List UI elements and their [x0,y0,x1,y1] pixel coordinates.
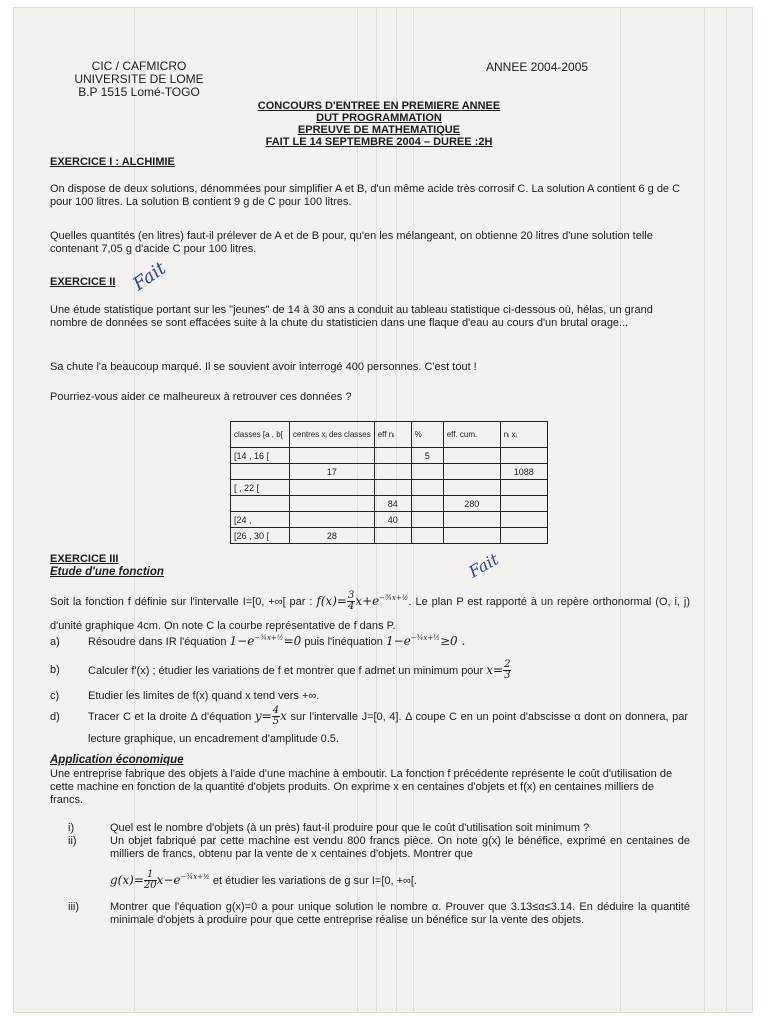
table-cell [374,528,411,544]
table-cell: [24 , [231,512,290,528]
table-cell: 17 [290,464,375,480]
table-cell [500,528,547,544]
item-ii-text-b: et étudier les variations de g sur I=[0, +∞[. [212,875,417,887]
exercise-2-paragraph-1: Une étude statistique portant sur les "jeunes" de 14 à 30 ans a conduit au tableau statistique ci-dessous où, hélas, un grand nombre de données se sont effacées suite à la chute du statisticien dans une flaque d'eau au cours d'un brutal orage... [50,304,653,329]
function-definition: f(x)= $\frac{3}{4}$ $x+e^{-\frac{3}{4}x+\frac{1}{2}}$ [316,590,409,612]
item-b-text-content: Calculer f'(x) ; étudier les variations de f et montrer que f admet un minimum pour [88,665,484,677]
item-ii-text: Un objet fabriqué par cette machine est vendu 800 francs pièce. On note g(x) le bénéfice, exprimé en centaines de milliers de francs, obtenu par la vente de x centaines d'objets. Montrer que [110,835,690,860]
item-iii-label: iii) [68,901,79,913]
table-cell: 28 [290,528,375,544]
exercise-1-paragraph-1: On dispose de deux solutions, dénommées pour simplifier A et B, d'un même acide très corrosif C. La solution A contient 6 g de C pour 100 litres. La solution B contient 9 g de C pour 100 litres. [50,183,681,208]
item-ii-formula-line [110,870,690,891]
item-i-text: Quel est le nombre d'objets (à un près) faut-il produire pour que le coût d'utilisation soit minimum ? [110,822,590,834]
table-cell: 1088 [500,464,547,480]
table-cell [411,464,443,480]
table-row [231,496,548,512]
intro-text-a: Soit la fonction f définie sur l'intervalle I=[0, +∞[ par : [50,596,313,608]
institution-block [54,60,224,99]
table-cell: [ , 22 [ [231,480,290,496]
title-line-2: DUT PROGRAMMATION [316,112,442,124]
table-header-row [231,422,548,448]
item-a-text-b: puis l'inéquation [304,636,383,648]
table-cell [443,448,500,464]
header-cell: classes [a , b[ [231,422,290,448]
table-cell [374,480,411,496]
application-intro: Une entreprise fabrique des objets à l'aide d'une machine à emboutir. La fonction f précédente représente le coût d'utilisation de cette machine en fonction de la quantité d'objets produits. On exprime x en centaines d'objets et f(x) en centaines milliers de francs. [50,768,673,806]
table-cell: 280 [443,496,500,512]
header-cell: % [411,422,443,448]
exercise-3-intro [50,586,690,638]
exercise-1-paragraph-2: Quelles quantités (en litres) faut-il prélever de A et de B pour, qu'en les mélangeant, on obtienne 20 litres d'une solution telle contenant 7,05 g d'acide C pour 100 litres. [50,230,653,255]
exercise-2-paragraph-2: Sa chute l'a beaucoup marqué. Il se souvient avoir interrogé 400 personnes. C'est tout ! [50,361,477,373]
table-row [231,464,548,480]
table-cell [443,512,500,528]
table-row [231,528,548,544]
item-c-text: Etudier les limites de f(x) quand x tend vers +∞. [88,690,320,702]
item-a-text-a: Résoudre dans IR l'équation [88,636,227,648]
table-cell [500,480,547,496]
exam-sheet [14,8,752,1012]
line-equation: y= $\frac{4}{5}$ x [254,705,287,727]
org-line-2: UNIVERSITE DE LOME [74,72,204,86]
item-c-label: c) [50,690,60,702]
exercise-3-title: EXERCICE III [50,553,119,565]
item-d-text [88,705,688,750]
item-b-label: b) [50,664,60,676]
table-row [231,480,548,496]
header-cell: eff. cum. [443,422,500,448]
application-title: Application économique [50,754,184,766]
table-cell [500,512,547,528]
table-cell [290,448,375,464]
item-ii-label: ii) [68,835,77,847]
exercise-3-subtitle: Etude d'une fonction [50,566,164,578]
header-cell: centres xᵢ des classes [290,422,375,448]
item-b-text [88,660,688,681]
table-cell [411,480,443,496]
title-line-1: CONCOURS D'ENTREE EN PREMIERE ANNEE [257,100,501,112]
handwritten-note-2: Fait [465,549,502,582]
header-cell: eff nᵢ [374,422,411,448]
table-cell [231,464,290,480]
exercise-2-title: EXERCICE II [50,276,116,288]
table-cell [290,512,375,528]
table-cell [411,528,443,544]
table-cell [374,448,411,464]
statistics-table [230,421,548,544]
item-a-label: a) [50,636,60,648]
table-cell [500,496,547,512]
table-cell [231,496,290,512]
item-a-text [88,632,688,649]
table-cell [443,480,500,496]
table-cell: 5 [411,448,443,464]
table-cell [411,512,443,528]
table-cell [290,480,375,496]
exercise-1-title: EXERCICE I : ALCHIMIE [50,156,175,168]
school-year: ANNEE 2004-2005 [486,60,589,74]
title-line-4: FAIT LE 14 SEPTEMBRE 2004 – DUREE :2H [265,136,493,148]
table-cell [500,448,547,464]
header-cell: nᵢ xᵢ [500,422,547,448]
table-cell [290,496,375,512]
intro-text-b: . Le plan P est rapporté à un repère orthonormal (O, i, j) d'unité graphique 4cm. On note C la courbe représentative de f dans P. [50,596,690,632]
item-d-label: d) [50,711,60,723]
table-cell: 40 [374,512,411,528]
table-row [231,512,548,528]
exercise-2-paragraph-3: Pourriez-vous aider ce malheureux à retrouver ces données ? [50,391,352,403]
equation-a: $1-e^{-\frac{3}{4}x+\frac{1}{2}}=0$ [229,634,302,648]
item-d-text-a: Tracer C et la droite Δ d'équation [88,711,252,723]
table-row [231,448,548,464]
table-cell [443,528,500,544]
table-cell [411,496,443,512]
table-cell: 84 [374,496,411,512]
item-iii-text: Montrer que l'équation g(x)=0 a pour unique solution le nombre α. Prouver que 3.13≤α≤3.14. En déduire la quantité minimale d'objets à produire pour que cette entreprise réalise un bénéfice sur la vente des objets. [110,901,690,926]
table-cell [374,464,411,480]
org-line-1: CIC / CAFMICRO [91,59,187,73]
table-cell: [14 , 16 [ [231,448,290,464]
org-line-3: B.P 1515 Lomé-TOGO [78,85,200,99]
item-i-label: i) [68,822,75,834]
table-cell: [26 , 30 [ [231,528,290,544]
title-line-3: EPREUVE DE MATHEMATIQUE [297,124,461,136]
table-cell [443,464,500,480]
minimum-value: x= $\frac{2}{3}$ [486,659,511,681]
item-d-text-b: sur l'intervalle J=[0, 4]. Δ coupe C en un point d'abscisse α dont on donnera, par lecture graphique, un encadrement d'amplitude 0.5. [88,711,689,745]
handwritten-note: Fait [129,257,170,296]
g-function: g(x)= $\frac{1}{20}$ $x-e^{-\frac{3}{4}x+\frac{1}{2}}$ [110,869,210,891]
inequation-a: $1-e^{-\frac{3}{4}x+\frac{1}{2}}\ge 0$ . [385,634,466,648]
